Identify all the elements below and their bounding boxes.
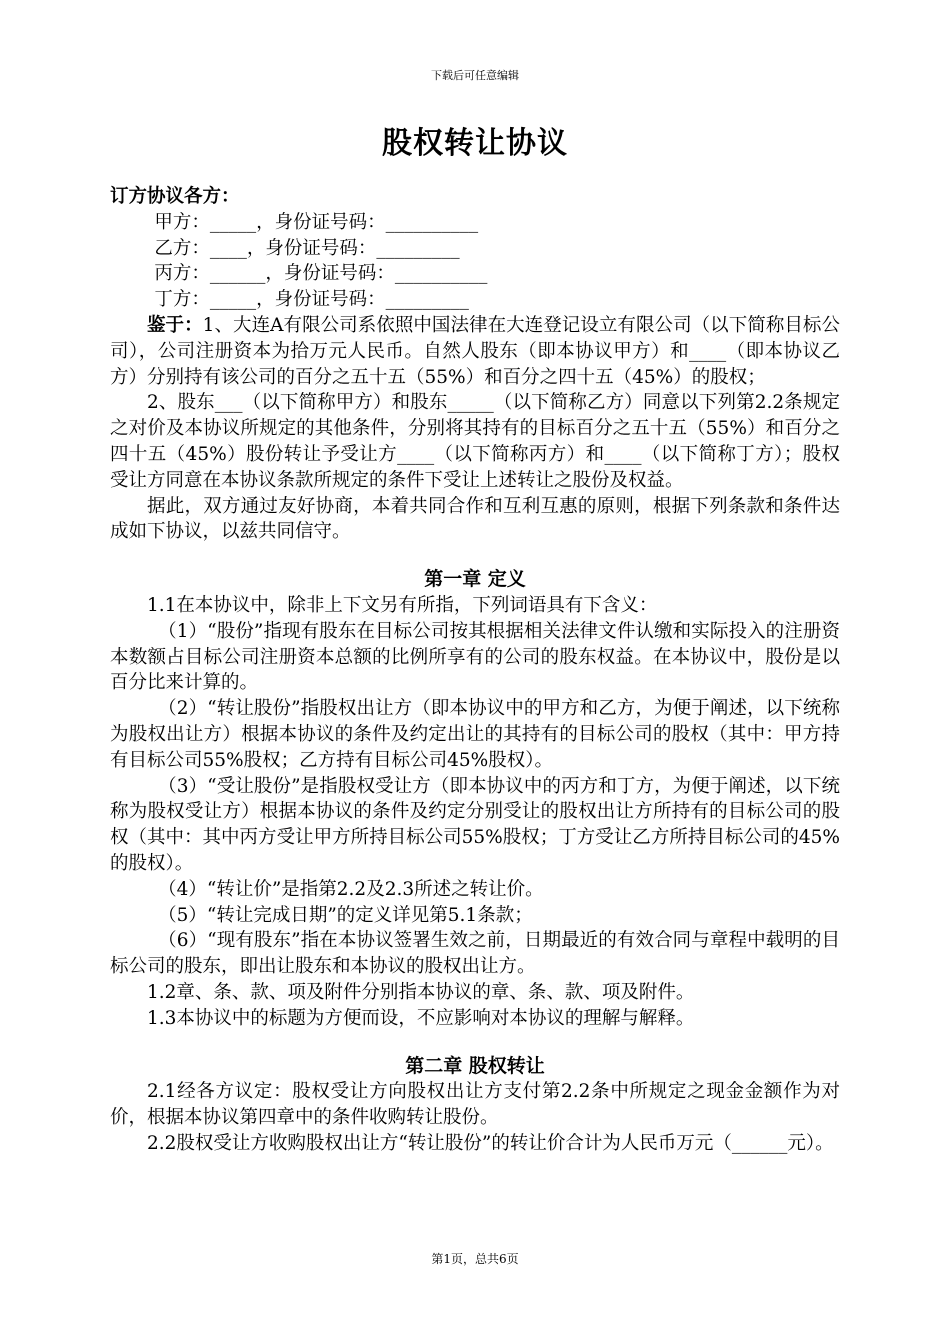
parties-heading: 订方协议各方： <box>110 186 240 207</box>
definition-1: （1）“股份”指现有股东在目标公司按其根据相关法律文件认缴和实际投入的注册资本数额占目标公司注册资本总额的比例所享有的公司的股东权益。在本协议中，股份是以百分比来计算的。 <box>110 620 840 694</box>
clause-1-2: 1.2章、条、款、项及附件分别指本协议的章、条、款、项及附件。 <box>147 981 695 1003</box>
clause-2-2: 2.2股权受让方收购股权出让方“转让股份”的转让价合计为人民币万元（______元）。 <box>147 1132 834 1154</box>
definition-2: （2）“转让股份”指股权出让方（即本协议中的甲方和乙方，为便于阐述，以下统称为股权出让方）根据本协议的条件及约定出让的其持有的目标公司的股权（其中：甲方持有目标公司55%股权；乙方持有目标公司45%股权）。 <box>110 698 840 771</box>
chapter-2-title: 第二章 股权转让 <box>405 1054 545 1077</box>
clause-2-1: 2.1经各方议定：股权受让方向股权出让方支付第2.2条中所规定之现金金额作为对价，根据本协议第四章中的条件收购转让股份。 <box>110 1081 840 1129</box>
party-b: 乙方：____，身份证号码：_________ <box>154 237 460 259</box>
document-title: 股权转让协议 <box>382 126 568 161</box>
header-note: 下载后可任意编辑 <box>431 69 519 82</box>
definition-6: （6）“现有股东”指在本协议签署生效之前，日期最近的有效合同与章程中载明的目标公司的股东，即出让股东和本协议的股权出让方。 <box>110 930 840 978</box>
definition-5: （5）“转让完成日期”的定义详见第5.1条款； <box>158 904 533 926</box>
party-c: 丙方：______，身份证号码：__________ <box>154 263 488 285</box>
definition-3: （3）“受让股份”是指股权受让方（即本协议中的丙方和丁方，为便于阐述，以下统称为股权受让方）根据本协议的条件及约定分别受让的股权出让方所持有的目标公司的股权（其中：其中丙方受让甲方所持目标公司55%股权；丁方受让乙方所持目标公司的45%的股权）。 <box>110 775 840 874</box>
whereas-1-text: 1、大连A有限公司系依照中国法律在大连登记设立有限公司（以下简称目标公司），公司注册资本为拾万元人民币。自然人股东（即本协议甲方）和____（即本协议乙方）分别持有该公司的百分之五十五（55%）和百分之四十五（45%）的股权； <box>110 314 840 388</box>
document-body <box>110 184 840 1157</box>
whereas-2: 2、股东___（以下简称甲方）和股东_____（以下简称乙方）同意以下列第2.2条规定之对价及本协议所规定的其他条件，分别将其持有的目标百分之五十五（55%）和百分之四十五（45%）股份转让予受让方____（以下简称丙方）和____（以下简称丁方）；股权受让方同意在本协议条款所规定的条件下受让上述转让之股份及权益。 <box>110 392 840 491</box>
whereas-label: 鉴于： <box>147 314 203 336</box>
page-footer: 第1页，总共6页 <box>431 1252 519 1266</box>
chapter-1-title: 第一章 定义 <box>424 568 526 591</box>
definition-4: （4）“转让价”是指第2.2及2.3所述之转让价。 <box>158 878 544 900</box>
clause-1-1: 1.1在本协议中，除非上下文另有所指，下列词语具有下含义： <box>147 594 658 616</box>
whereas-1 <box>110 313 840 390</box>
clause-1-3: 1.3本协议中的标题为方便而设，不应影响对本协议的理解与解释。 <box>147 1007 695 1029</box>
party-d: 丁方：_____，身份证号码：_________ <box>154 289 469 311</box>
party-a: 甲方：_____，身份证号码：__________ <box>154 211 479 233</box>
agreement-intro: 据此，双方通过友好协商，本着共同合作和互利互惠的原则，根据下列条款和条件达成如下协议，以兹共同信守。 <box>110 495 840 543</box>
